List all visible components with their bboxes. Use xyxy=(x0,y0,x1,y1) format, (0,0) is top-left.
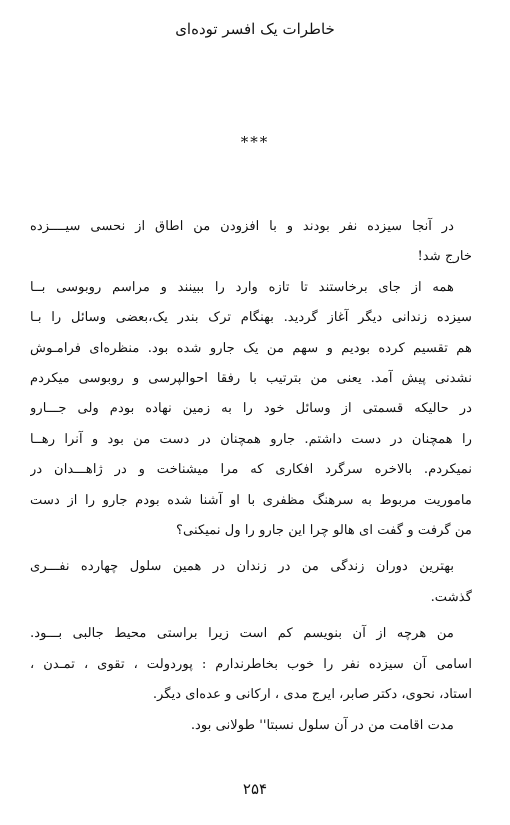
text-line: سیزده زندانی دیگر آغاز گردید. بهنگام ترک بندر یک،بعضی وسائل را بـا xyxy=(30,310,472,326)
paragraph-1 xyxy=(30,212,472,273)
text-line: بهترین دوران زندگی من در زندان در همین سلول چهارده نفـــری xyxy=(30,559,454,575)
text-line: همه از جای برخاستند تا تازه وارد را ببینند و مراسم روبوسی بــا xyxy=(30,279,454,295)
text-line: گذشت. xyxy=(430,589,472,605)
body-text xyxy=(30,212,472,741)
text-line: در حالیکه قسمتی از وسائل خود را به زمین نهاده بودم ولی جـــارو xyxy=(30,401,472,417)
text-line: من گرفت و گفت ای هالو چرا این جارو را ول نمیکنی؟ xyxy=(176,523,472,539)
text-line: استاد، نحوی، دکتر صابر، ایرج مدی ، ارکانی و عده‌ای دیگر. xyxy=(152,687,472,703)
text-line: در آنجا سیزده نفر بودند و با افزودن من اطاق از نحسی سیــــزده xyxy=(30,219,454,234)
text-line: اسامی آن سیزده نفر را خوب بخاطرندارم : پوردولت ، تقوی ، تمـدن ، xyxy=(30,656,472,672)
paragraph-2 xyxy=(30,273,472,547)
text-line: ماموریت مربوط به سرهنگ مظفری با او آشنا شده بودم جارو را از دست xyxy=(30,492,472,508)
text-line: نشدنی پیش آمد. یعنی من بترتیب با رفقا احوالپرسی و روبوسی میکردم xyxy=(30,371,472,387)
page-number: ۲۵۴ xyxy=(242,780,268,798)
text-line: من هرچه از آن بنویسم کم است زیرا براستی محیط جالبی بـــود. xyxy=(30,626,454,642)
text-line: نمیکردم. بالاخره سرگرد افکاری که مرا میشناخت و در ژاهـــدان در xyxy=(30,462,472,478)
section-separator: *** xyxy=(240,133,270,151)
paragraph-4 xyxy=(30,619,472,741)
text-line: را همچنان در دست داشتم. جارو همچنان در دست من بود و آنرا رهــا xyxy=(30,431,472,447)
running-header: خاطرات یک افسر توده‌ای xyxy=(175,20,335,38)
text-line: مدت اقامت من در آن سلول نسبتا'' طولانی بود. xyxy=(190,717,454,733)
text-line: خارج شد! xyxy=(417,249,472,265)
paragraph-3 xyxy=(30,552,472,613)
text-line: هم تقسیم کرده بودیم و سهم من یک جارو شده بود. منظره‌ای فرامـوش xyxy=(30,340,472,356)
